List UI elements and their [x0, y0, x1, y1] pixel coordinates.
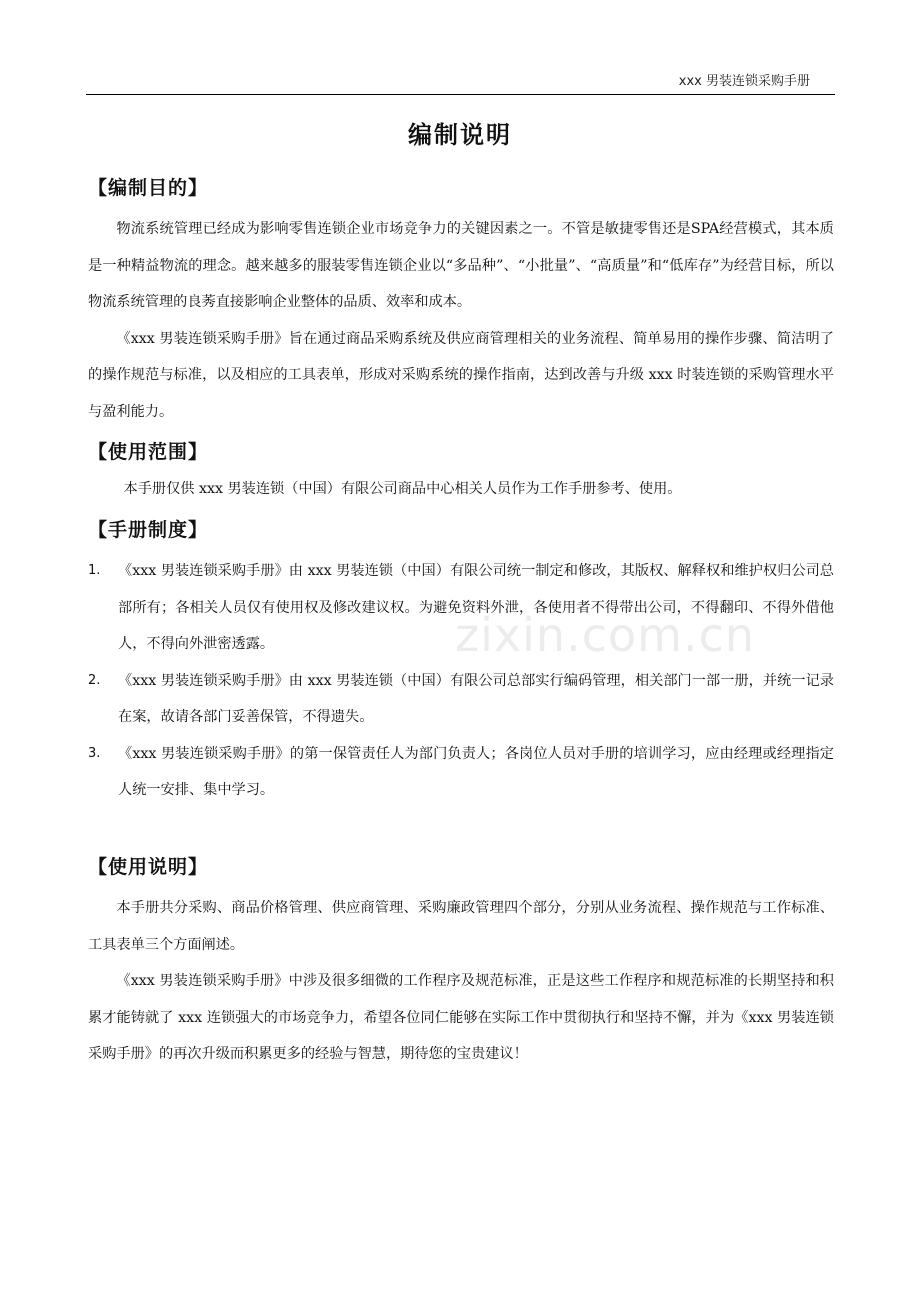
section-scope	[88, 437, 834, 508]
watermark: zixin.com.cn	[455, 608, 756, 662]
list-number: 1.	[88, 563, 101, 578]
section-heading-purpose: 【编制目的】	[88, 177, 209, 199]
purpose-paragraph-2: 《xxx 男装连锁采购手册》旨在通过商品采购系统及供应商管理相关的业务流程、简单易用的操作步骤、简洁明了的操作规范与标准，以及相应的工具表单，形成对采购系统的操作指南，达到改善与升级 xxx 时装连锁的采购管理水平与盈利能力。	[88, 330, 834, 420]
list-number: 2.	[88, 672, 101, 688]
usage-paragraph-2: 《xxx 男装连锁采购手册》中涉及很多细微的工作程序及规范标准，正是这些工作程序和规范标准的长期坚持和积累才能铸就了 xxx 连锁强大的市场竞争力，希望各位同仁能够在实际工作中贯彻执行和坚持不懈，并为《xxx 男装连锁采购手册》的再次升级而积累更多的经验与智慧，期待您的宝贵建议！	[88, 973, 834, 1062]
header-divider	[86, 94, 835, 95]
section-rules	[88, 515, 834, 809]
purpose-paragraph-1: 物流系统管理已经成为影响零售连锁企业市场竞争力的关键因素之一。不管是敏捷零售还是SPA经营模式，其本质是一种精益物流的理念。越来越多的服装零售连锁企业以“多品种”、“小批量”、“高质量”和“低库存”为经营目标，所以物流系统管理的良莠直接影响企业整体的品质、效率和成本。	[88, 221, 834, 310]
section-heading-rules: 【手册制度】	[88, 519, 209, 541]
list-item-text: 《xxx 男装连锁采购手册》由 xxx 男装连锁（中国）有限公司统一制定和修改，其版权、解释权和维护权归公司总部所有；各相关人员仅有使用权及修改建议权。为避免资料外泄，各使用者不得带出公司，不得翻印、不得外借他人，不得向外泄密透露。	[118, 563, 834, 652]
scope-paragraph: 本手册仅供 xxx 男装连锁（中国）有限公司商品中心相关人员作为工作手册参考、使用。	[123, 481, 682, 497]
usage-paragraph-1: 本手册共分采购、商品价格管理、供应商管理、采购廉政管理四个部分，分别从业务流程、操作规范与工作标准、工具表单三个方面阐述。	[88, 900, 834, 953]
list-item-text: 《xxx 男装连锁采购手册》由 xxx 男装连锁（中国）有限公司总部实行编码管理，相关部门一部一册，并统一记录在案，故请各部门妥善保管，不得遗失。	[118, 672, 834, 725]
rules-list-item	[88, 663, 834, 736]
page-title: 编制说明	[408, 121, 512, 149]
section-purpose	[88, 173, 834, 430]
rules-list-item	[88, 553, 834, 663]
section-usage	[88, 852, 834, 1073]
list-number: 3.	[88, 745, 101, 761]
section-heading-scope: 【使用范围】	[88, 441, 209, 463]
rules-list	[88, 553, 834, 809]
rules-list-item	[88, 736, 834, 809]
running-header: xxx 男装连锁采购手册	[678, 74, 810, 89]
list-item-text: 《xxx 男装连锁采购手册》的第一保管责任人为部门负责人；各岗位人员对手册的培训学习，应由经理或经理指定人统一安排、集中学习。	[118, 745, 834, 798]
section-heading-usage: 【使用说明】	[88, 856, 209, 878]
